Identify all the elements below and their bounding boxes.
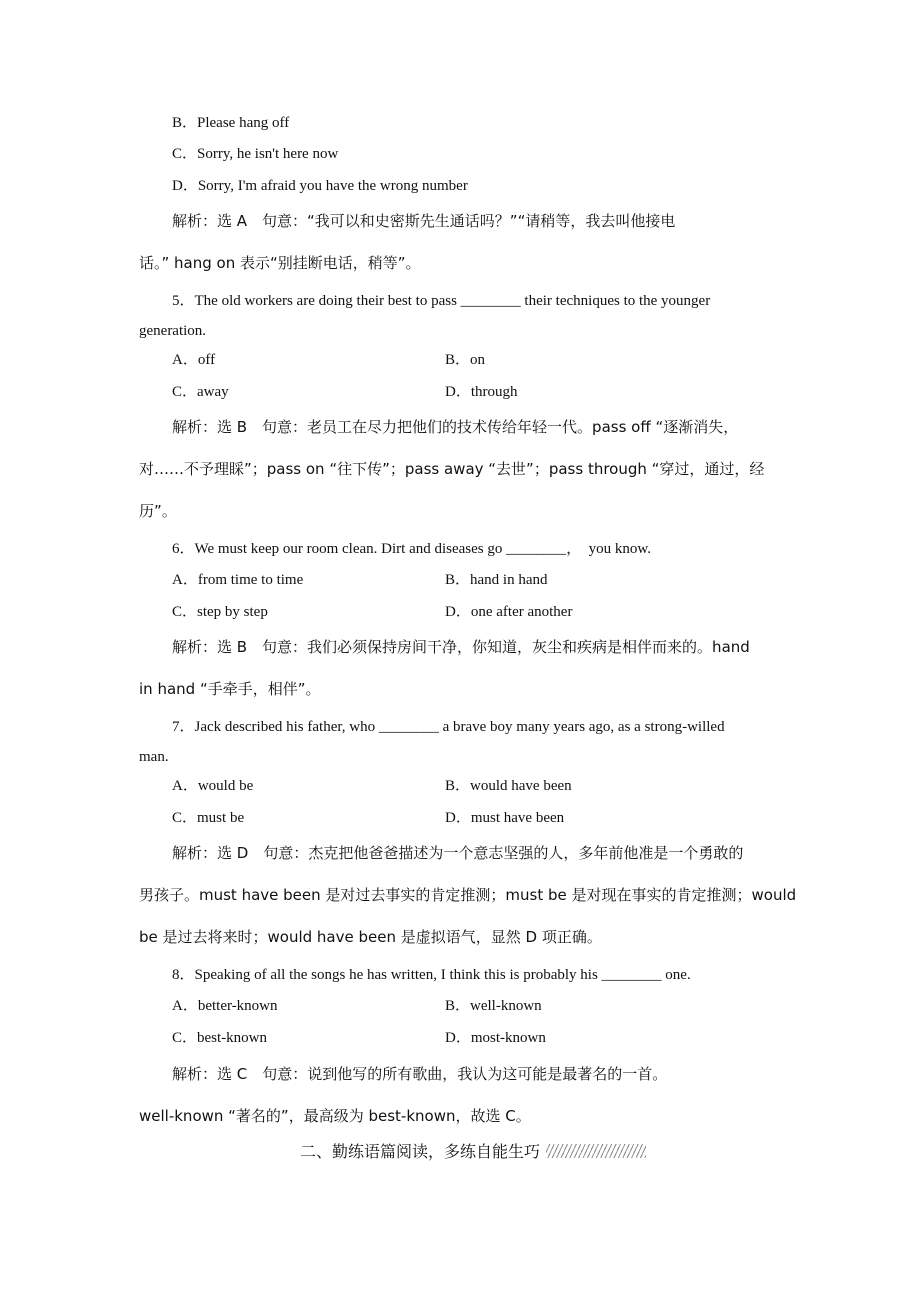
q7-stem-line-2: man. (139, 749, 169, 765)
option-letter: C． (172, 146, 198, 162)
q8-option-d (445, 1028, 546, 1048)
q4-analysis-line-1: 解析：选 A 句意：“我可以和史密斯先生通话吗？”“请稍等，我去叫他接电 (172, 212, 676, 230)
option-letter: B． (445, 778, 471, 794)
q7-option-a (172, 776, 253, 796)
option-text: Sorry, I'm afraid you have the wrong number (197, 178, 468, 194)
option-text: well-known (470, 998, 542, 1014)
option-letter: D． (445, 604, 471, 620)
q4-option-b (172, 113, 817, 133)
q5-option-c (172, 382, 229, 402)
q6-option-c (172, 602, 268, 622)
q6-option-a (172, 570, 303, 590)
option-text: must be (197, 810, 245, 826)
option-letter: A． (172, 572, 198, 588)
q7-option-b (445, 776, 572, 796)
option-text: most-known (470, 1030, 546, 1046)
option-text: on (470, 352, 486, 368)
option-letter: C． (172, 604, 198, 620)
option-text: would be (197, 778, 254, 794)
q8-analysis-line-1: 解析：选 C 句意：说到他写的所有歌曲，我认为这可能是最著名的一首。 (172, 1065, 668, 1083)
option-text: Please hang off (197, 115, 290, 131)
option-text: would have been (470, 778, 572, 794)
option-text: must have been (470, 810, 565, 826)
option-letter: B． (445, 572, 471, 588)
slash-pattern-decoration-icon (546, 1144, 646, 1158)
q6-stem-line-1: 6．We must keep our room clean. Dirt and diseases go ________， you know. (172, 541, 651, 557)
q8-option-b (445, 996, 542, 1016)
option-letter: D． (445, 1030, 471, 1046)
q7-option-c (172, 808, 244, 828)
q5-stem-line-1: 5．The old workers are doing their best to pass ________ their techniques to the younger (172, 293, 711, 309)
q6-option-b (445, 570, 548, 590)
option-text: through (470, 384, 518, 400)
option-letter: D． (445, 384, 471, 400)
option-letter: D． (445, 810, 471, 826)
q8-option-a (172, 996, 278, 1016)
q5-analysis-line-3: 历”。 (139, 502, 177, 520)
option-letter: D． (172, 178, 198, 194)
option-letter: A． (172, 352, 198, 368)
q5-option-a (172, 350, 215, 370)
option-letter: C． (172, 810, 198, 826)
q5-analysis-line-2: 对……不予理睬”；pass on “往下传”；pass away “去世”；pass through “穿过，通过，经 (139, 460, 765, 478)
option-text: away (197, 384, 229, 400)
q7-analysis-line-1: 解析：选 D 句意：杰克把他爸爸描述为一个意志坚强的人，多年前他准是一个勇敢的 (172, 844, 744, 862)
q8-stem-line-1: 8．Speaking of all the songs he has written, I think this is probably his ________ one. (172, 967, 691, 983)
q4-analysis-line-2: 话。” hang on 表示“别挂断电话，稍等”。 (139, 254, 421, 272)
option-letter: B． (445, 352, 471, 368)
q6-analysis-line-1: 解析：选 B 句意：我们必须保持房间干净，你知道，灰尘和疾病是相伴而来的。hand (172, 638, 750, 656)
option-letter: C． (172, 384, 198, 400)
q7-stem-line-1: 7．Jack described his father, who ________ a brave boy many years ago, as a strong-willed (172, 719, 725, 735)
q7-analysis-line-2: 男孩子。must have been 是对过去事实的肯定推测；must be 是对现在事实的肯定推测；would (139, 886, 797, 904)
option-letter: B． (445, 998, 471, 1014)
q6-analysis-line-2: in hand “手牵手，相伴”。 (139, 680, 321, 698)
q4-option-d (172, 176, 817, 196)
section-heading-text: 二、勤练语篇阅读，多练自能生巧 (300, 1142, 541, 1161)
q6-option-d (445, 602, 572, 622)
q7-option-d (445, 808, 564, 828)
q5-analysis-line-1: 解析：选 B 句意：老员工在尽力把他们的技术传给年轻一代。pass off “逐渐消失， (172, 418, 739, 436)
option-letter: A． (172, 778, 198, 794)
q5-option-d (445, 382, 518, 402)
option-letter: B． (172, 115, 198, 131)
option-text: off (197, 352, 216, 368)
option-text: better-known (197, 998, 278, 1014)
option-letter: A． (172, 998, 198, 1014)
q8-analysis-line-2: well-known “著名的”，最高级为 best-known，故选 C。 (139, 1107, 531, 1125)
option-text: one after another (470, 604, 573, 620)
option-text: step by step (197, 604, 268, 620)
q8-option-c (172, 1028, 267, 1048)
q7-analysis-line-3: be 是过去将来时；would have been 是虚拟语气，显然 D 项正确。 (139, 928, 602, 946)
q5-option-b (445, 350, 485, 370)
section-heading (300, 1141, 646, 1163)
q4-option-c (172, 144, 817, 164)
option-letter: C． (172, 1030, 198, 1046)
q5-stem-line-2: generation. (139, 323, 207, 339)
option-text: Sorry, he isn't here now (197, 146, 339, 162)
option-text: hand in hand (470, 572, 548, 588)
option-text: best-known (197, 1030, 268, 1046)
option-text: from time to time (197, 572, 304, 588)
